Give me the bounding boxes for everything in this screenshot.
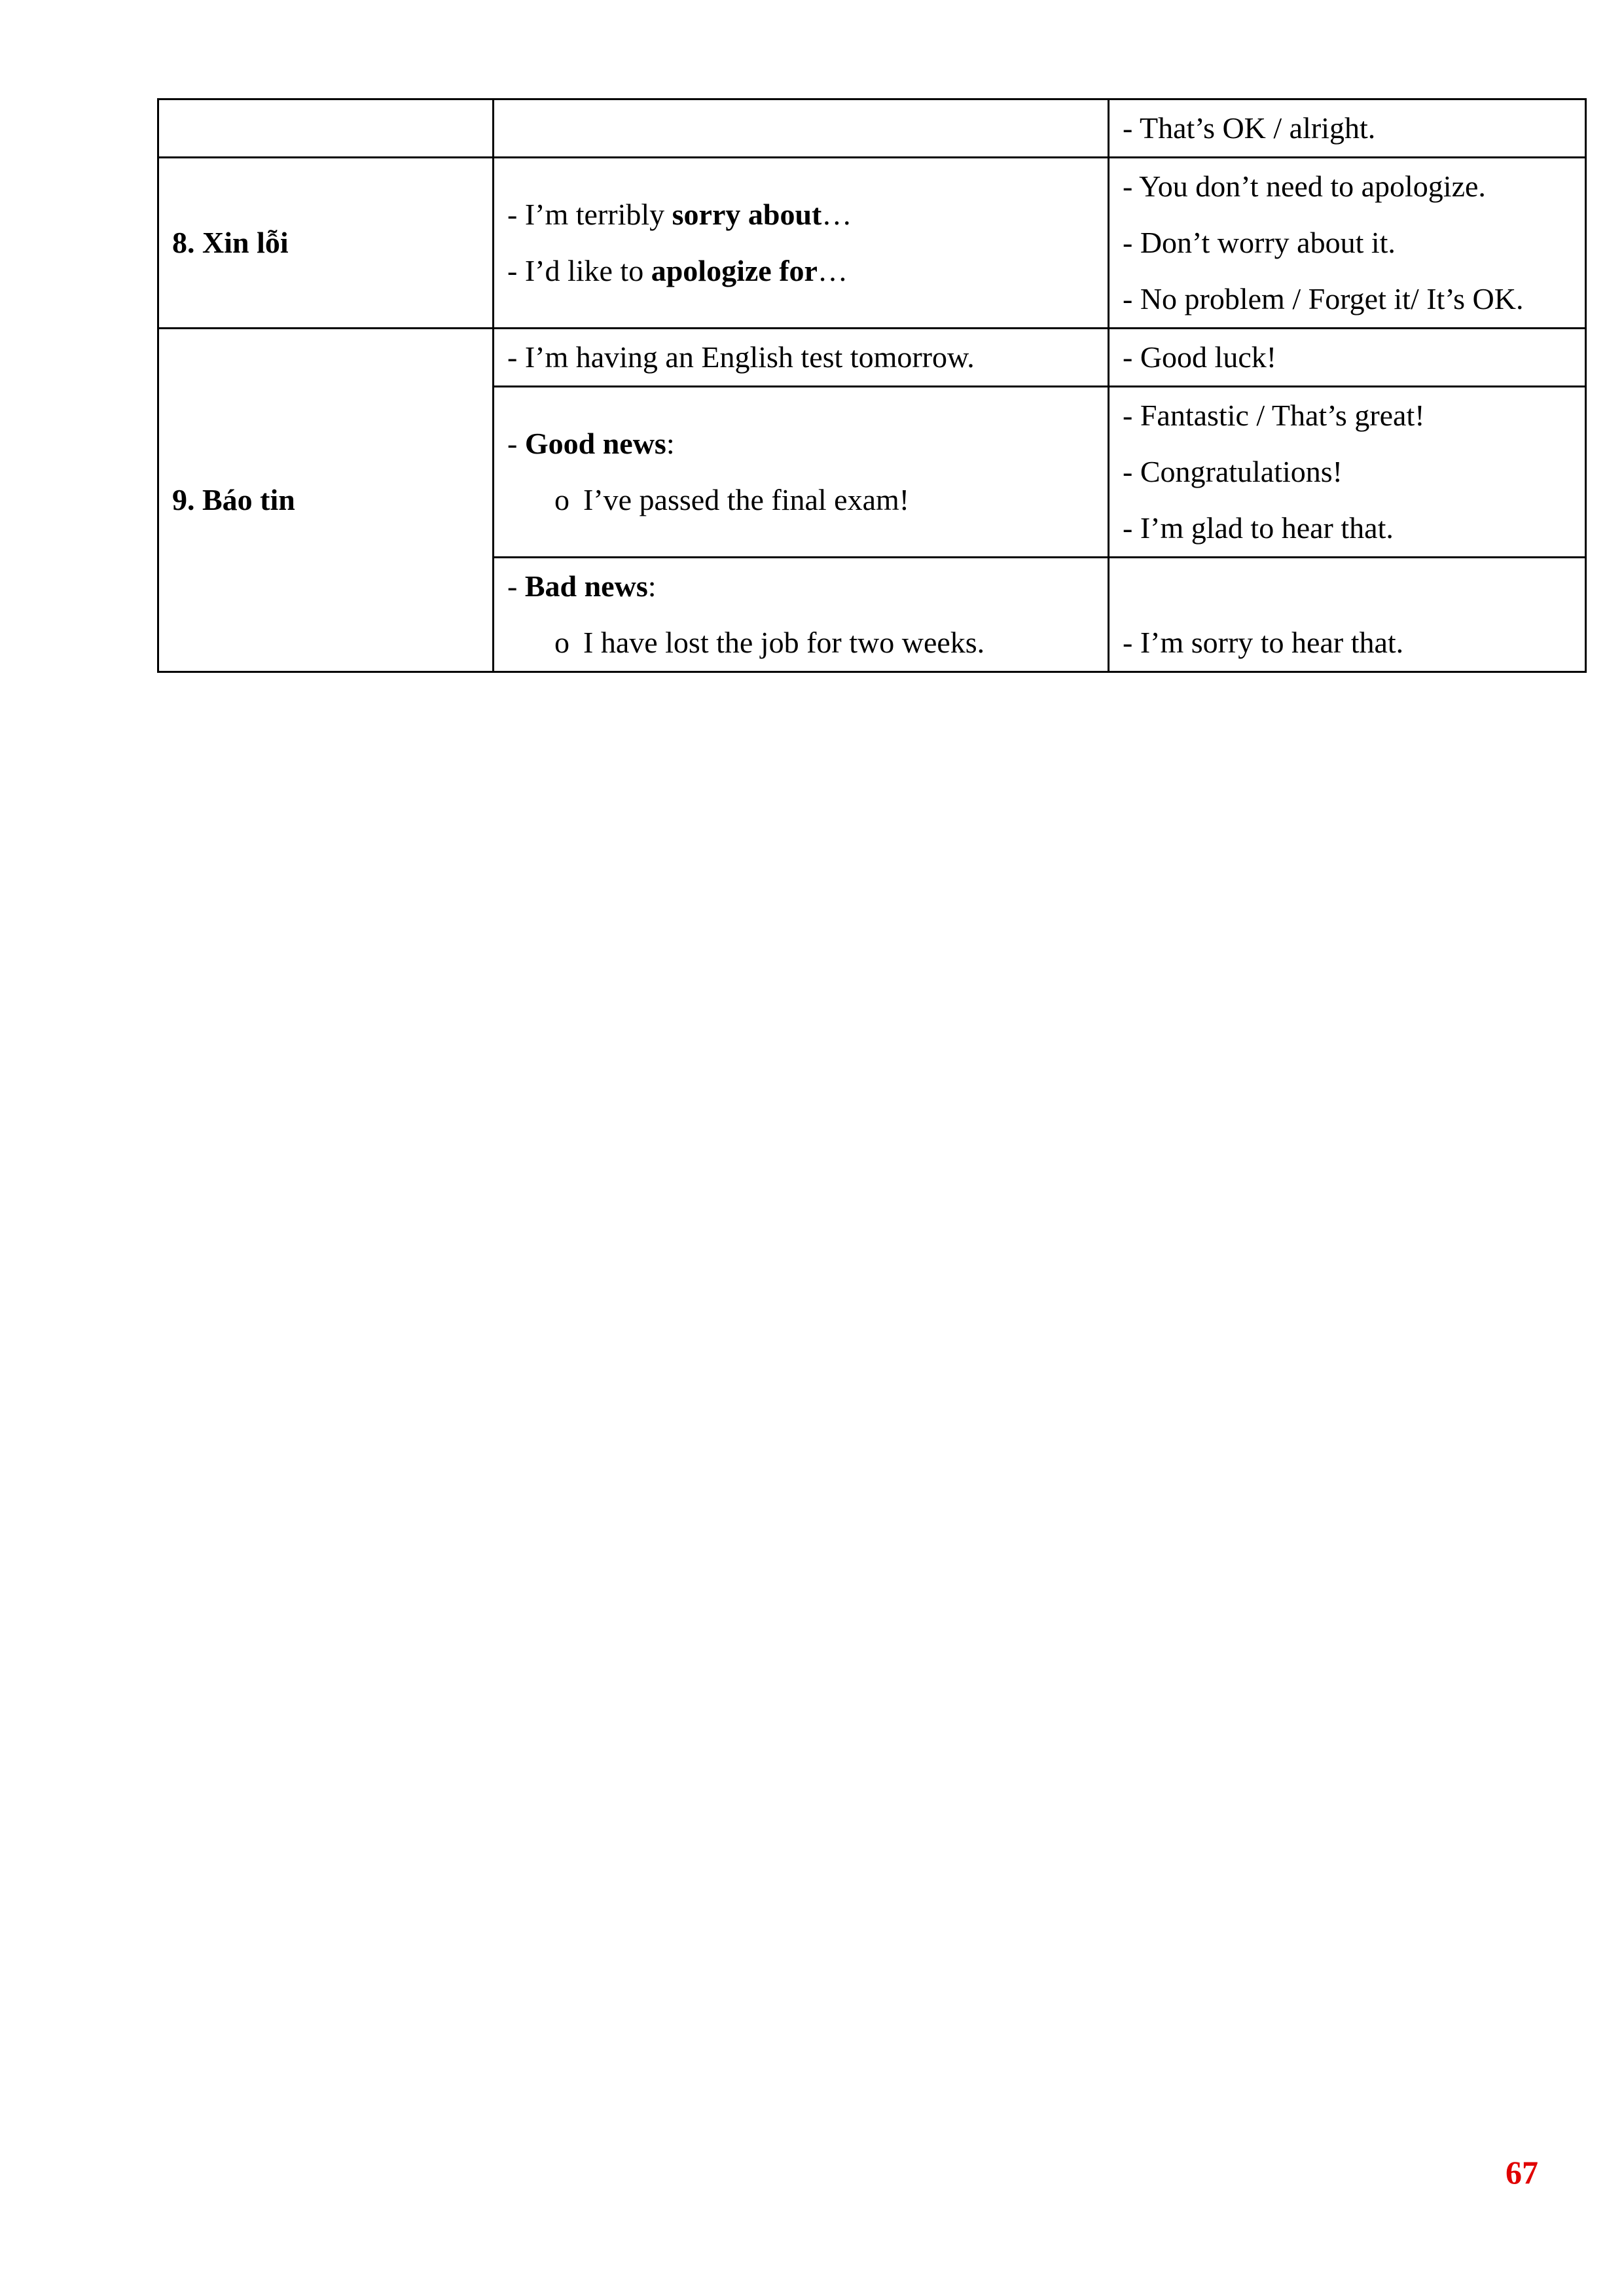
topic-cell: [158, 99, 494, 158]
table-row: [158, 329, 1586, 387]
expression-line: - Bad news:: [507, 569, 657, 603]
response-line: - No problem / Forget it/ It’s OK.: [1123, 282, 1524, 315]
expression-cell: [494, 99, 1109, 158]
circle-bullet-icon: o: [554, 626, 569, 659]
topic-cell: 8. Xin lỗi: [158, 158, 494, 329]
response-line: - Good luck!: [1123, 340, 1277, 374]
expression-line: - I’m terribly sorry about…: [507, 198, 852, 231]
response-line: - That’s OK / alright.: [1123, 111, 1376, 145]
example-line: o I have lost the job for two weeks.: [507, 615, 1094, 671]
response-cell: [1109, 99, 1586, 158]
response-line: - You don’t need to apologize.: [1123, 170, 1486, 203]
expression-cell: [494, 329, 1109, 387]
expression-cell: [494, 387, 1109, 558]
expression-cell: [494, 158, 1109, 329]
page-number: 67: [1506, 2154, 1538, 2191]
response-cell: [1109, 329, 1586, 387]
example-line: o I’ve passed the final exam!: [507, 472, 1094, 528]
expression-line: - I’m having an English test tomorrow.: [507, 340, 975, 374]
response-line: - Fantastic / That’s great!: [1123, 399, 1425, 432]
table-row: [158, 158, 1586, 329]
response-line: - Don’t worry about it.: [1123, 226, 1396, 259]
circle-bullet-icon: o: [554, 483, 569, 516]
dialogue-expressions-table: [157, 98, 1587, 673]
expression-line: - Good news:: [507, 427, 675, 460]
response-cell: [1109, 558, 1586, 672]
table-row: [158, 99, 1586, 158]
topic-cell: 9. Báo tin: [158, 329, 494, 672]
expression-line: - I’d like to apologize for…: [507, 254, 848, 287]
response-line: - I’m sorry to hear that.: [1123, 626, 1404, 659]
response-cell: [1109, 387, 1586, 558]
expression-cell: [494, 558, 1109, 672]
response-line: - Congratulations!: [1123, 455, 1343, 488]
response-cell: [1109, 158, 1586, 329]
response-line: - I’m glad to hear that.: [1123, 511, 1394, 545]
